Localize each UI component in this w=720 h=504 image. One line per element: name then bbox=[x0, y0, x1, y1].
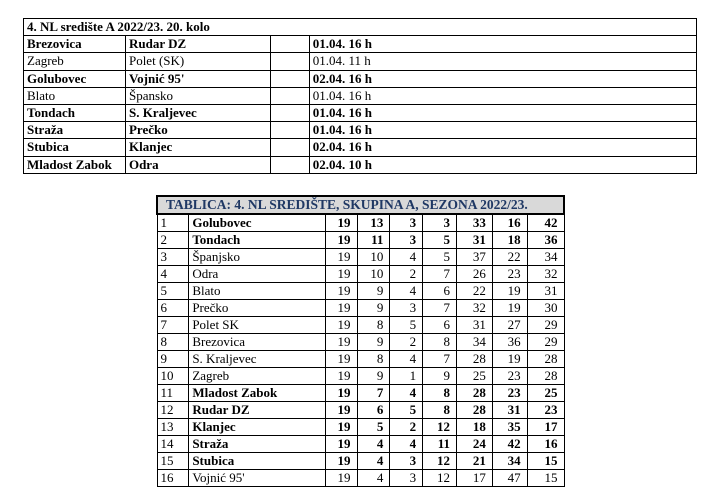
wins: 7 bbox=[357, 385, 390, 402]
losses: 8 bbox=[423, 402, 457, 419]
fixture-row bbox=[24, 36, 697, 53]
fixtures-table bbox=[23, 18, 697, 174]
draws: 5 bbox=[390, 402, 423, 419]
team-name: Blato bbox=[189, 283, 325, 300]
draws: 1 bbox=[390, 368, 423, 385]
goals-for: 28 bbox=[457, 385, 493, 402]
goals-for: 33 bbox=[457, 214, 493, 232]
spacer bbox=[270, 122, 309, 139]
points: 15 bbox=[527, 453, 564, 470]
points: 36 bbox=[527, 232, 564, 249]
goals-against: 19 bbox=[492, 351, 527, 368]
draws: 3 bbox=[390, 470, 423, 487]
team-name: Rudar DZ bbox=[189, 402, 325, 419]
home-team: Straža bbox=[24, 122, 126, 139]
fixture-row bbox=[24, 87, 697, 104]
position: 4 bbox=[157, 266, 189, 283]
goals-for: 32 bbox=[457, 300, 493, 317]
position: 16 bbox=[157, 470, 189, 487]
position: 10 bbox=[157, 368, 189, 385]
fixture-row bbox=[24, 53, 697, 70]
goals-for: 31 bbox=[457, 232, 493, 249]
goals-for: 28 bbox=[457, 402, 493, 419]
match-date: 02.04. 16 h bbox=[309, 139, 696, 156]
points: 42 bbox=[527, 214, 564, 232]
away-team: Polet (SK) bbox=[125, 53, 270, 70]
fixtures-header-row bbox=[24, 19, 697, 36]
home-team: Golubovec bbox=[24, 70, 126, 87]
team-name: Španjsko bbox=[189, 249, 325, 266]
goals-for: 24 bbox=[457, 436, 493, 453]
goals-against: 36 bbox=[492, 334, 527, 351]
away-team: Vojnić 95' bbox=[125, 70, 270, 87]
wins: 8 bbox=[357, 317, 390, 334]
goals-for: 34 bbox=[457, 334, 493, 351]
home-team: Brezovica bbox=[24, 36, 126, 53]
played: 19 bbox=[325, 436, 357, 453]
standings-title: TABLICA: 4. NL SREDIŠTE, SKUPINA A, SEZONA 2022/23. bbox=[157, 196, 564, 214]
played: 19 bbox=[325, 266, 357, 283]
goals-for: 18 bbox=[457, 419, 493, 436]
wins: 6 bbox=[357, 402, 390, 419]
draws: 4 bbox=[390, 249, 423, 266]
position: 2 bbox=[157, 232, 189, 249]
team-name: Golubovec bbox=[189, 214, 325, 232]
draws: 3 bbox=[390, 214, 423, 232]
wins: 4 bbox=[357, 470, 390, 487]
match-date: 01.04. 11 h bbox=[309, 53, 696, 70]
team-name: Tondach bbox=[189, 232, 325, 249]
standings-row bbox=[157, 470, 564, 487]
wins: 9 bbox=[357, 334, 390, 351]
goals-against: 23 bbox=[492, 385, 527, 402]
standings-row bbox=[157, 214, 564, 232]
goals-against: 34 bbox=[492, 453, 527, 470]
match-date: 01.04. 16 h bbox=[309, 122, 696, 139]
match-date: 01.04. 16 h bbox=[309, 87, 696, 104]
goals-for: 22 bbox=[457, 283, 493, 300]
standings-row bbox=[157, 249, 564, 266]
wins: 9 bbox=[357, 283, 390, 300]
wins: 4 bbox=[357, 436, 390, 453]
standings-row bbox=[157, 402, 564, 419]
team-name: Odra bbox=[189, 266, 325, 283]
wins: 10 bbox=[357, 266, 390, 283]
points: 15 bbox=[527, 470, 564, 487]
points: 23 bbox=[527, 402, 564, 419]
goals-for: 21 bbox=[457, 453, 493, 470]
away-team: Klanjec bbox=[125, 139, 270, 156]
wins: 5 bbox=[357, 419, 390, 436]
fixture-row bbox=[24, 139, 697, 156]
fixture-row bbox=[24, 70, 697, 87]
points: 25 bbox=[527, 385, 564, 402]
losses: 12 bbox=[423, 419, 457, 436]
home-team: Zagreb bbox=[24, 53, 126, 70]
wins: 9 bbox=[357, 368, 390, 385]
wins: 10 bbox=[357, 249, 390, 266]
draws: 2 bbox=[390, 334, 423, 351]
draws: 4 bbox=[390, 351, 423, 368]
match-date: 02.04. 16 h bbox=[309, 70, 696, 87]
wins: 9 bbox=[357, 300, 390, 317]
goals-against: 47 bbox=[492, 470, 527, 487]
played: 19 bbox=[325, 334, 357, 351]
played: 19 bbox=[325, 283, 357, 300]
losses: 12 bbox=[423, 470, 457, 487]
wins: 4 bbox=[357, 453, 390, 470]
played: 19 bbox=[325, 470, 357, 487]
losses: 12 bbox=[423, 453, 457, 470]
goals-against: 42 bbox=[492, 436, 527, 453]
losses: 6 bbox=[423, 317, 457, 334]
goals-against: 19 bbox=[492, 300, 527, 317]
standings-row bbox=[157, 368, 564, 385]
losses: 5 bbox=[423, 232, 457, 249]
position: 9 bbox=[157, 351, 189, 368]
team-name: Brezovica bbox=[189, 334, 325, 351]
spacer bbox=[270, 53, 309, 70]
position: 15 bbox=[157, 453, 189, 470]
goals-against: 31 bbox=[492, 402, 527, 419]
fixture-row bbox=[24, 122, 697, 139]
away-team: Rudar DZ bbox=[125, 36, 270, 53]
match-date: 01.04. 16 h bbox=[309, 104, 696, 121]
match-date: 02.04. 10 h bbox=[309, 156, 696, 173]
away-team: Špansko bbox=[125, 87, 270, 104]
position: 13 bbox=[157, 419, 189, 436]
draws: 2 bbox=[390, 419, 423, 436]
points: 29 bbox=[527, 317, 564, 334]
home-team: Mladost Zabok bbox=[24, 156, 126, 173]
points: 30 bbox=[527, 300, 564, 317]
losses: 3 bbox=[423, 214, 457, 232]
played: 19 bbox=[325, 419, 357, 436]
position: 7 bbox=[157, 317, 189, 334]
standings-row bbox=[157, 351, 564, 368]
team-name: Vojnić 95' bbox=[189, 470, 325, 487]
standings-row bbox=[157, 283, 564, 300]
standings-header-row bbox=[157, 196, 564, 214]
losses: 5 bbox=[423, 249, 457, 266]
goals-against: 27 bbox=[492, 317, 527, 334]
position: 5 bbox=[157, 283, 189, 300]
goals-for: 26 bbox=[457, 266, 493, 283]
position: 1 bbox=[157, 214, 189, 232]
position: 11 bbox=[157, 385, 189, 402]
team-name: Zagreb bbox=[189, 368, 325, 385]
played: 19 bbox=[325, 214, 357, 232]
losses: 8 bbox=[423, 334, 457, 351]
fixture-row bbox=[24, 156, 697, 173]
match-date: 01.04. 16 h bbox=[309, 36, 696, 53]
points: 34 bbox=[527, 249, 564, 266]
spacer bbox=[270, 139, 309, 156]
home-team: Tondach bbox=[24, 104, 126, 121]
team-name: Klanjec bbox=[189, 419, 325, 436]
goals-against: 23 bbox=[492, 266, 527, 283]
draws: 3 bbox=[390, 300, 423, 317]
points: 28 bbox=[527, 368, 564, 385]
goals-for: 37 bbox=[457, 249, 493, 266]
standings-row bbox=[157, 317, 564, 334]
goals-for: 25 bbox=[457, 368, 493, 385]
wins: 8 bbox=[357, 351, 390, 368]
spacer bbox=[270, 87, 309, 104]
position: 12 bbox=[157, 402, 189, 419]
points: 17 bbox=[527, 419, 564, 436]
team-name: Straža bbox=[189, 436, 325, 453]
standings-table bbox=[156, 195, 565, 487]
goals-against: 18 bbox=[492, 232, 527, 249]
position: 14 bbox=[157, 436, 189, 453]
played: 19 bbox=[325, 249, 357, 266]
away-team: S. Kraljevec bbox=[125, 104, 270, 121]
losses: 6 bbox=[423, 283, 457, 300]
standings-row bbox=[157, 419, 564, 436]
goals-against: 35 bbox=[492, 419, 527, 436]
standings-row bbox=[157, 266, 564, 283]
losses: 11 bbox=[423, 436, 457, 453]
goals-against: 16 bbox=[492, 214, 527, 232]
draws: 4 bbox=[390, 283, 423, 300]
home-team: Stubica bbox=[24, 139, 126, 156]
played: 19 bbox=[325, 300, 357, 317]
points: 32 bbox=[527, 266, 564, 283]
losses: 7 bbox=[423, 300, 457, 317]
played: 19 bbox=[325, 385, 357, 402]
played: 19 bbox=[325, 232, 357, 249]
fixtures-title: 4. NL središte A 2022/23. 20. kolo bbox=[24, 19, 697, 36]
wins: 13 bbox=[357, 214, 390, 232]
away-team: Odra bbox=[125, 156, 270, 173]
spacer bbox=[270, 36, 309, 53]
draws: 4 bbox=[390, 385, 423, 402]
position: 8 bbox=[157, 334, 189, 351]
standings-row bbox=[157, 453, 564, 470]
position: 6 bbox=[157, 300, 189, 317]
losses: 7 bbox=[423, 266, 457, 283]
goals-for: 31 bbox=[457, 317, 493, 334]
team-name: Polet SK bbox=[189, 317, 325, 334]
team-name: Prečko bbox=[189, 300, 325, 317]
points: 16 bbox=[527, 436, 564, 453]
standings-row bbox=[157, 385, 564, 402]
position: 3 bbox=[157, 249, 189, 266]
team-name: Stubica bbox=[189, 453, 325, 470]
goals-for: 28 bbox=[457, 351, 493, 368]
draws: 4 bbox=[390, 436, 423, 453]
goals-against: 19 bbox=[492, 283, 527, 300]
played: 19 bbox=[325, 351, 357, 368]
losses: 7 bbox=[423, 351, 457, 368]
draws: 3 bbox=[390, 453, 423, 470]
standings-row bbox=[157, 300, 564, 317]
spacer bbox=[270, 156, 309, 173]
spacer bbox=[270, 70, 309, 87]
team-name: Mladost Zabok bbox=[189, 385, 325, 402]
played: 19 bbox=[325, 453, 357, 470]
losses: 8 bbox=[423, 385, 457, 402]
standings-row bbox=[157, 232, 564, 249]
goals-against: 23 bbox=[492, 368, 527, 385]
played: 19 bbox=[325, 402, 357, 419]
points: 31 bbox=[527, 283, 564, 300]
played: 19 bbox=[325, 317, 357, 334]
points: 28 bbox=[527, 351, 564, 368]
fixture-row bbox=[24, 104, 697, 121]
draws: 3 bbox=[390, 232, 423, 249]
wins: 11 bbox=[357, 232, 390, 249]
standings-row bbox=[157, 436, 564, 453]
spacer bbox=[270, 104, 309, 121]
goals-for: 17 bbox=[457, 470, 493, 487]
draws: 5 bbox=[390, 317, 423, 334]
home-team: Blato bbox=[24, 87, 126, 104]
played: 19 bbox=[325, 368, 357, 385]
losses: 9 bbox=[423, 368, 457, 385]
goals-against: 22 bbox=[492, 249, 527, 266]
team-name: S. Kraljevec bbox=[189, 351, 325, 368]
draws: 2 bbox=[390, 266, 423, 283]
points: 29 bbox=[527, 334, 564, 351]
standings-row bbox=[157, 334, 564, 351]
away-team: Prečko bbox=[125, 122, 270, 139]
